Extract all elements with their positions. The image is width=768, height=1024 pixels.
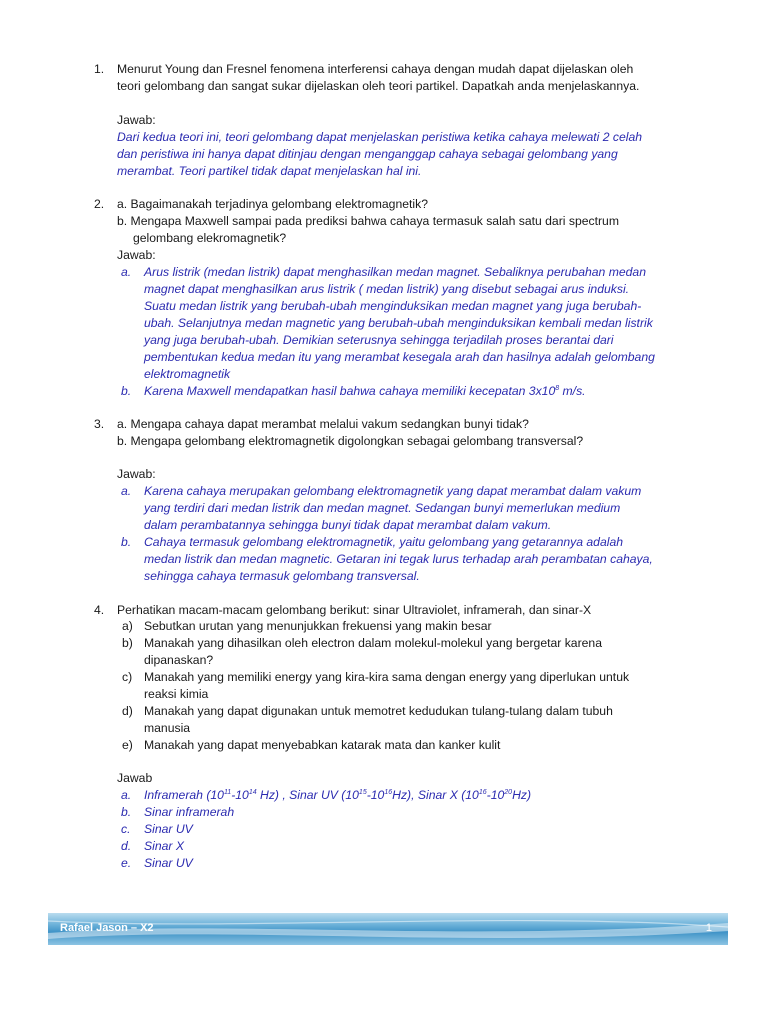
q4-answer-a-exponent: 16 — [478, 789, 487, 796]
q4-item-c-line-2: reaksi kimia — [144, 687, 209, 701]
q4-answer-a-part: -10 — [231, 788, 249, 802]
q2-jawab-label: Jawab: — [117, 248, 156, 262]
q3-answer-b-line-1: Cahaya termasuk gelombang elektromagnetik, yaitu gelombang yang getarannya adalah — [144, 535, 624, 549]
q3-answer-b-line-2: medan listrik dan medan magnetic. Getaran ini tegak lurus terhadap arah perambatan cahaya, — [144, 552, 653, 566]
q1-answer-line-3: merambat. Teori partikel tidak dapat menjelaskan hal ini. — [117, 164, 422, 178]
q2-answer-a-marker: a. — [121, 265, 132, 279]
q4-answer-a-part: Hz), Sinar X (10 — [392, 788, 479, 802]
q4-answer-a-exponent: 14 — [248, 789, 257, 796]
q4-item-e-line-1: Manakah yang dapat menyebabkan katarak mata dan kanker kulit — [144, 738, 501, 752]
q4-answer-c-marker: c. — [121, 822, 131, 836]
q4-item-b-marker: b) — [122, 636, 133, 650]
q4-answer-a-part: Hz) — [512, 788, 532, 802]
q2-answer-b-unit: m/s. — [559, 384, 586, 398]
page-footer — [48, 913, 728, 945]
q2-answer-a-line-1: Arus listrik (medan listrik) dapat menghasilkan medan magnet. Sebaliknya perubahan medan — [144, 265, 646, 279]
footer-author: Rafael Jason – X2 — [60, 922, 154, 934]
q4-item-d-line-1: Manakah yang dapat digunakan untuk memotret kedudukan tulang-tulang dalam tubuh — [144, 704, 613, 718]
q2-answer-a-line-2: magnet dapat menghasilkan arus listrik ( medan listrik) yang disebut sebagai arus induksi. — [144, 282, 630, 296]
q2-answer-a-line-3: Suatu medan listrik yang berubah-ubah menginduksikan medan magnet yang juga berubah- — [144, 299, 642, 313]
q4-answer-d: Sinar X — [144, 839, 184, 853]
q4-answer-e: Sinar UV — [144, 856, 193, 870]
q4-number: 4. — [94, 603, 105, 617]
q2-answer-a-line-7: elektromagnetik — [144, 367, 231, 381]
q4-answer-a-exponent: 15 — [358, 789, 367, 796]
q4-item-e-marker: e) — [122, 738, 133, 752]
q3-number: 3. — [94, 417, 105, 431]
q4-answer-c: Sinar UV — [144, 822, 193, 836]
q2-text-line-3: gelombang elekromagnetik? — [133, 231, 287, 245]
q4-item-a-line-1: Sebutkan urutan yang menunjukkan frekuensi yang makin besar — [144, 619, 492, 633]
q3-answer-a-line-3: dalam perambatannya sehingga bunyi tidak dapat merambat dalam vakum. — [144, 518, 552, 532]
q3-answer-b-marker: b. — [121, 535, 132, 549]
q4-item-b-line-1: Manakah yang dihasilkan oleh electron dalam molekul-molekul yang bergetar karena — [144, 636, 602, 650]
q2-answer-a-line-4: ubah. Selanjutnya medan magnetic yang berubah-ubah menginduksikan kembali medan listrik — [144, 316, 653, 330]
footer-page-number: 1 — [705, 922, 712, 934]
q1-answer-line-1: Dari kedua teori ini, teori gelombang dapat menjelaskan peristiwa ketika cahaya melewati 2 celah — [117, 130, 643, 144]
q4-answer-a-part: -10 — [366, 788, 385, 802]
q3-text-line-1: a. Mengapa cahaya dapat merambat melalui vakum sedangkan bunyi tidak? — [117, 417, 529, 431]
q3-answer-a-line-1: Karena cahaya merupakan gelombang elektromagnetik yang dapat merambat dalam vakum — [144, 484, 642, 498]
q3-answer-a-marker: a. — [121, 484, 132, 498]
q3-answer-a-line-2: yang terdiri dari medan listrik dan medan magnet. Sedangan bunyi memerlukan medium — [144, 501, 621, 515]
q2-answer-a-line-6: pembentukan kedua medan itu yang merambat kesegala arah dan hasilnya adalah gelombang — [144, 350, 655, 364]
q3-jawab-label: Jawab: — [117, 467, 156, 481]
q4-answer-d-marker: d. — [121, 839, 132, 853]
q2-number: 2. — [94, 197, 105, 211]
q2-text-line-2: b. Mengapa Maxwell sampai pada prediksi bahwa cahaya termasuk salah satu dari spectrum — [117, 214, 619, 228]
q2-answer-b — [144, 383, 586, 400]
q4-jawab-label: Jawab — [117, 771, 153, 785]
q4-answer-a-part: Hz) , Sinar UV (10 — [256, 788, 359, 802]
q2-answer-a-line-5: yang juga berubah-ubah. Demikian seterusnya sehingga terjadilah proses berantai dari — [144, 333, 614, 347]
q4-answer-b-marker: b. — [121, 805, 132, 819]
q4-answer-a-part: -10 — [486, 788, 505, 802]
q1-jawab-label: Jawab: — [117, 113, 156, 127]
q4-answer-a-exponent: 16 — [384, 789, 393, 796]
q1-number: 1. — [94, 62, 105, 76]
q4-answer-a-part: Inframerah (10 — [144, 788, 224, 802]
q4-answer-a — [144, 787, 531, 804]
q4-item-b-line-2: dipanaskan? — [144, 653, 214, 667]
q4-answer-a-marker: a. — [121, 788, 132, 802]
q4-answer-a-exponent: 20 — [504, 789, 513, 796]
q4-answer-e-marker: e. — [121, 856, 132, 870]
q4-item-a-marker: a) — [122, 619, 133, 633]
q4-intro: Perhatikan macam-macam gelombang berikut: sinar Ultraviolet, inframerah, dan sinar-X — [117, 603, 592, 617]
q3-answer-b-line-3: sehingga cahaya termasuk gelombang transversal. — [144, 569, 420, 583]
q4-item-d-line-2: manusia — [144, 721, 191, 735]
q4-item-c-marker: c) — [122, 670, 133, 684]
q2-answer-b-text: Karena Maxwell mendapatkan hasil bahwa cahaya memiliki kecepatan 3x10 — [144, 384, 556, 398]
q4-answer-b: Sinar inframerah — [144, 805, 235, 819]
q4-answer-a-exponent: 11 — [223, 789, 232, 796]
q2-answer-b-marker: b. — [121, 384, 132, 398]
q2-text-line-1: a. Bagaimanakah terjadinya gelombang elektromagnetik? — [117, 197, 428, 211]
q2-answer-b-exponent: 8 — [555, 385, 560, 392]
q1-text-line-2: teori gelombang dan sangat sukar dijelaskan oleh teori partikel. Dapatkah anda menjelaskannya. — [117, 79, 640, 93]
q4-item-c-line-1: Manakah yang memiliki energy yang kira-kira sama dengan energy yang diperlukan untuk — [144, 670, 630, 684]
q4-item-d-marker: d) — [122, 704, 133, 718]
q1-text-line-1: Menurut Young dan Fresnel fenomena interferensi cahaya dengan mudah dapat dijelaskan oleh — [117, 62, 634, 76]
q3-text-line-2: b. Mengapa gelombang elektromagnetik digolongkan sebagai gelombang transversal? — [117, 434, 584, 448]
q1-answer-line-2: dan peristiwa ini hanya dapat ditinjau dengan menganggap cahaya sebagai gelombang yang — [117, 147, 618, 161]
